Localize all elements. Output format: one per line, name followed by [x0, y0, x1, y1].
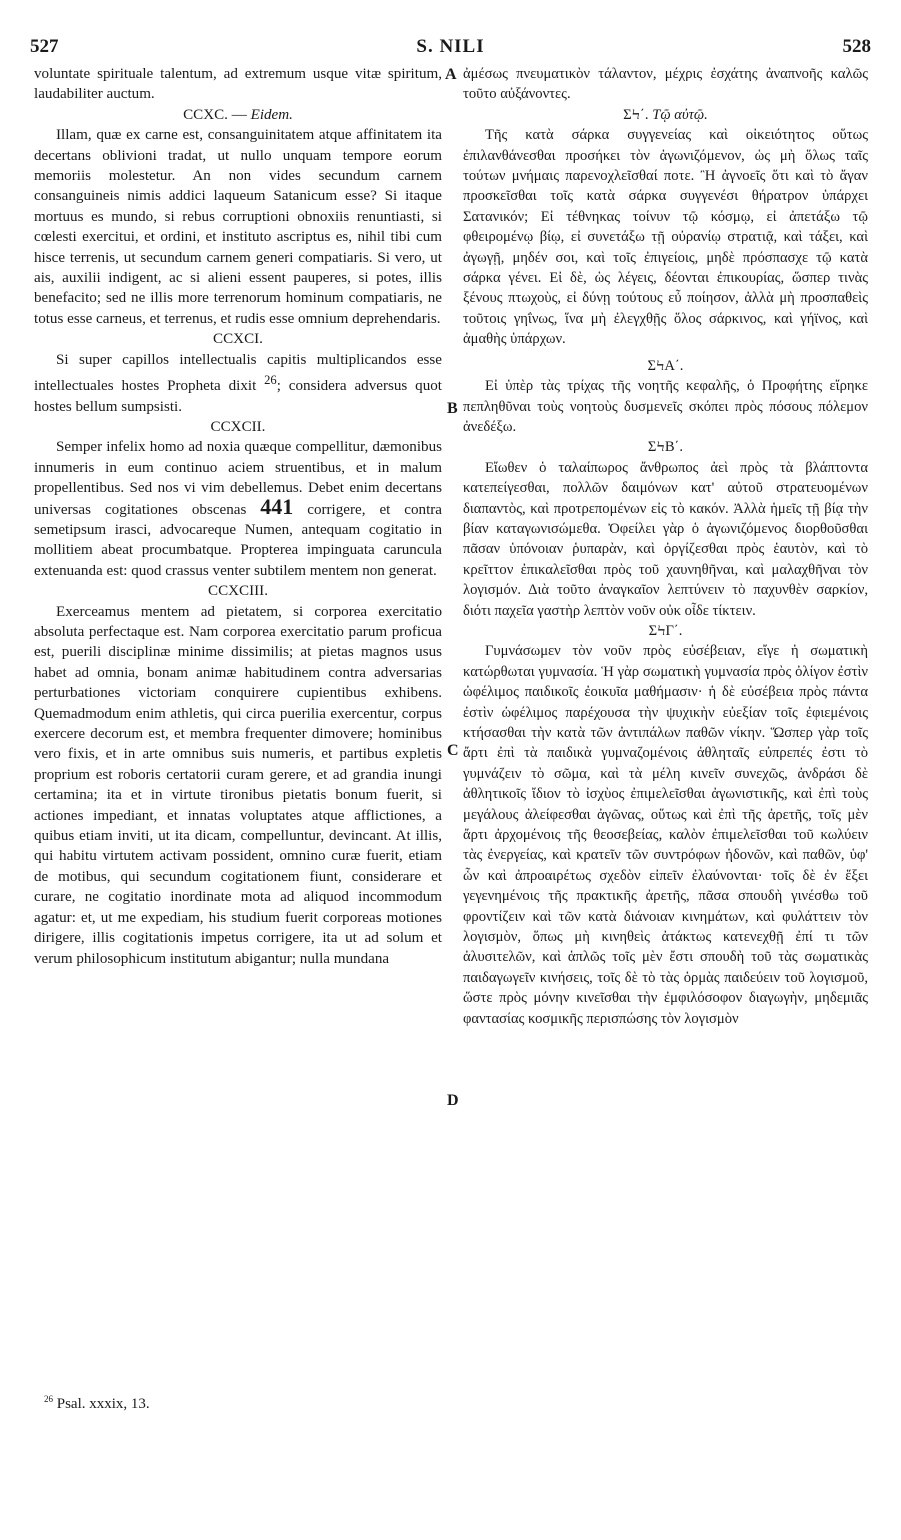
latin-heading-291: CCXCI.: [213, 331, 263, 348]
greek-chapter-291: Εἰ ὑπὲρ τὰς τρίχας τῆς νοητῆς κεφαλῆς, ὁ Προφήτης εἴρηκε πεπληθῦναι τοὺς νοητοὺς δυσμενεῖς σκόπει πρὸς πόσους πόλεμον ἀνεδέξω.: [463, 378, 868, 435]
latin-intro: voluntate spirituale talentum, ad extremum usque vitæ spiritum, laudabiliter auctum.: [34, 66, 442, 103]
latin-heading-290-num: CCXC. —: [183, 106, 251, 123]
latin-heading-290: [34, 105, 442, 125]
footnote-mark: 26: [44, 1394, 53, 1404]
latin-chapter-291: [34, 350, 442, 417]
latin-chapter-292-a: Semper infelix homo ad noxia quæque compellitur, dæmonibus innumeris in eum continuo aciem struentibus, et in malum propellentibus. Sed nos vi vim debellemus. Debet enim decertans universas cogitationes obscenas: [34, 439, 442, 518]
section-marker-d: D: [447, 1092, 459, 1109]
greek-heading-292: ΣϞΒ΄.: [647, 439, 684, 456]
latin-heading-292: CCXCII.: [210, 418, 266, 435]
greek-chapter-293: Γυμνάσωμεν τὸν νοῦν πρὸς εὐσέβειαν, εἴγε ἡ σωματικὴ κατώρθωται γυμνασία. Ἡ γὰρ σωματικὴ γυμνασία πρὸς ὀλίγον ἐστὶν ὠφέλιμος παιδικοῖς ἐοικυῖα μαθήμασιν· ἡ δὲ εὐσέβεια πρὸς πάντα ἐστὶν ὠφέλιμος παρέχουσα τὴν ψυχικὴν εὐεξίαν τοῖς ἐφιεμένοις κτήσασθαι τὴν κατὰ τῶν ἀντιπάλων παθῶν νίκην. Ὥσπερ γὰρ τοῖς ἄρτι ἐπὶ τὰ παιδικὰ γυμναζομένοις ἀθληταῖς εὐπρεπές ἐστι τὸ γυμνάζειν τὸ σῶμα, καὶ τὰ μέλη κινεῖν συνεχῶς, ἀνδράσι δὲ ἀθλητικοῖς ἴδιον τὸ ἰσχὺος ἐπιμελεῖσθαι ἀγωνιστικῆς, καὶ ἐπὶ τοὺς μεγάλους ἀλείφεσθαι ἀγῶνας, οὕτως καὶ ἐπὶ τῆς ἀρετῆς, τοῖς μὲν ἄρτι ἀρχομένοις τῆς θεοσεβείας, καλὸν ἐπιμελεῖσθαι τοῦ κωλύειν τὰς ἐνεργείας, καὶ κρατεῖν τῶν συντρόφων ἡδονῶν, καὶ παθῶν, ὑφ' ὧν καὶ ἀπροαιρέτως σχεδὸν εἰπεῖν ἐλαύνονται· τοῖς δὲ ἐν ἕξει γεγενημένοις τῆς πρακτικῆς ἀρετῆς, πᾶσα σπουδὴ γινέσθω τοῦ φροντίζειν καὶ τῶν κατὰ διάνοιαν κινημάτων, καὶ φυλάττειν τὸν λογισμὸν, ὅπως μὴ κινηθεὶς ἀτάκτως κατενεχθῇ ἐπί τι τῶν ἀλυσιτελῶν, καὶ ἁπλῶς τοῖς μὲν ἔστι σπουδὴ τοῦ τὰς σωματικὰς παιδαγωγεῖν κινήσεις, τοῖς δὲ τὸ τὰς ὁρμὰς παιδεύειν τοῦ λογισμοῦ, ὥστε πρὸς μόνην κινεῖσθαι τὴν ἐμφιλόσοφον διαγωγὴν, μηδεμιᾶς φαντασίας κοσμικῆς περισπώσης τὸν λογισμὸν: [463, 643, 868, 1027]
greek-heading-291: ΣϞΑ΄.: [647, 357, 684, 374]
greek-chapter-290: Τῆς κατὰ σάρκα συγγενείας καὶ οἰκειότητος οὕτως ἐπιλανθάνεσθαι προσήκει τὸν ἀγωνιζόμενον, ὡς μὴ ὅλως ταῖς τούτων μνήμαις παρενοχλεῖσθαί ποτε. Ἢ ἀγνοεῖς ὅτι καὶ τὸ ἄγαν προσκεῖσθαι τοῖς κατὰ σάρκα συγγενέσι θήρατρον ὑπάρχει Σατανικόν; Εἰ τέθνηκας τοίνυν τῷ κόσμῳ, εἰ ἀπετάξω τῷ φθειρομένῳ βίῳ, εἰ συνετάξω τῇ οὐρανίῳ στρατιᾷ, καὶ τάξει, καὶ ἀγωγῇ, μηδέν σοι, καὶ τοῖς ἐπιγείοις, μηδὲ πρόσπασχε τῷ κατὰ σάρκα γένει. Εἰ δὲ, ὡς λέγεις, δέονται ἐπικουρίας, ὥσπερ τινὰς ξένους πτωχοὺς, εἰ δύνῃ τούτους εὖ ποίησον, ἀλλὰ μὴ προσπαθεὶς τοῦτοις γηΐνως, ἵνα μὴ ἐλεγχθῇς ὅλος σάρκινος, καὶ γήϊνος, καὶ ἀμαθὴς ὑπάρχων.: [463, 127, 868, 348]
latin-column: [34, 64, 442, 969]
running-header: [30, 36, 871, 60]
section-marker-c: C: [447, 742, 459, 759]
greek-heading-290-num: ΣϞ΄.: [623, 106, 653, 123]
latin-chapter-291-a: Si super capillos intellectualis capitis multiplicandos esse intellectuales hostes Propheta dixit: [34, 351, 442, 395]
latin-heading-290-title: Eidem.: [250, 106, 293, 123]
latin-chapter-293: Exerceamus mentem ad pietatem, si corporea exercitatio absoluta perfectaque est. Nam corporea exercitatio parum proficua est, puerili disciplinæ minime dissimilis; at pietas magnos usus habet ad omnia, bonam animæ habitudinem contra adversarias perturbationes victoriam conquirere cupientibus exhibens. Quemadmodum enim athletis, qui circa puerilia exercentur, corpus exercere decorum est, et membra frequenter dimovere; hominibus vero fixis, et in arte omnibus suis numeris, et partibus expletis proprium est roboris certatorii curam gerere, et ad grandia inungi certamina; ita et in virtute tironibus pietatis bonum fuerit, si actiones impediant, et innatas voluptates atque afflictiones, a quibus etiam inviti, ut ita dicam, compelluntur, devincant. At illis, qui habitu virtutem activam possident, omnino curæ fuerit, etiam de motibus, qui secundum cogitationem fiunt, considerare et curare, ne cogitatio inordinate mota ad aliquod incommodum agatur: et, ut me expediam, his studium fuerit corporeas motiones dirigere, illis cogitationis impetus corrigere, ita ut ad solum et verum philosophicum institutum abigantur; nulla mundana: [34, 603, 442, 967]
greek-heading-293: ΣϞΓ΄.: [648, 622, 683, 639]
footnote-text: Psal. xxxix, 13.: [56, 1396, 150, 1412]
latin-chapter-291-b: ; considera adversus quot hostes bellum sumpsisti.: [34, 378, 442, 415]
greek-heading-290-title: Τῷ αὐτῷ.: [652, 106, 708, 123]
greek-chapter-292: Εἴωθεν ὁ ταλαίπωρος ἄνθρωπος ἀεὶ πρὸς τὰ βλάπτοντα κατεπείγεσθαι, πολλῶν δαιμόνων κατ' αὐτοῦ στρατευομένων διαπαντὸς, καὶ προτρεπομένων εἰς τὸ κακόν. Ἀλλὰ ἡμεῖς τῇ βίᾳ τὴν βίαν καταγωνισώμεθα. Ὀφείλει γὰρ ὁ ἀγωνιζόμενος διορθοῦσθαι πᾶσαν ὑπόνοιαν ῥυπαρὰν, καὶ ὀργίζεσθαι πρὸς ἑαυτὸν, καὶ τὸ κρεῖττον ἐπικαλεῖσθαι πρὸς τοῦ χαυνηθῆναι, καὶ μαλαχθῆναι τὸν λογισμόν. Διὰ τοῦτο ἀναγκαῖον λεπτύνειν τὸ παχυνθὲν σαρκίον, διότι παχεῖα γαστὴρ λεπτὸν νοῦν οὐκ οἶδε τίκτειν.: [463, 459, 868, 619]
footnote-ref: 26: [264, 373, 277, 388]
greek-intro: ἀμέσως πνευματικὸν τάλαντον, μέχρις ἐσχάτης ἀναπνοῆς καλῶς τοῦτο αὐξάνοντες.: [463, 66, 868, 103]
latin-chapter-292: [34, 437, 442, 581]
latin-chapter-292-b: corrigere, et contra semetipsum irasci, advocareque Numen, antequam cogitatio in mollitiem abeat procumbatque. Propterea impinguata caruncula extenuanda est: quod crassus venter subtilem mentem non generat.: [34, 501, 442, 579]
section-marker-a: A: [445, 66, 457, 83]
latin-heading-293: CCXCIII.: [208, 583, 268, 600]
greek-heading-290: [463, 105, 868, 125]
section-marker-b: B: [447, 400, 458, 417]
page-number-left: 527: [30, 36, 59, 57]
page-number-right: 528: [842, 36, 871, 57]
column-number-441: 441: [260, 493, 294, 519]
latin-chapter-290: Illam, quæ ex carne est, consanguinitatem atque affinitatem ita decertans oblivioni tradat, ut nullo unquam tempore eorum memoriis molestetur. An non vides secundum carnem consanguineis nimis addici laqueum Satanicum esse? Si itaque mortuus es mundo, si rebus corruptioni obnoxiis renuntiasti, si cœlesti exercitui, et ordini, et instituto ascriptus es, nihil tibi cum hisce terrenis, ut secundum carnem generi compatiaris. Si vero, ut ais, auxilii indigent, ac si alieni essent pauperes, si potes, illis benefacito; sed ne illis more terrenorum hominum compatiaris, ne totus esse carneus, et terrenus, et rudis esse omnium deprehendaris.: [34, 127, 442, 327]
greek-column: [463, 64, 868, 1029]
running-title: S. NILI: [416, 36, 485, 57]
footnote: [44, 1394, 150, 1413]
